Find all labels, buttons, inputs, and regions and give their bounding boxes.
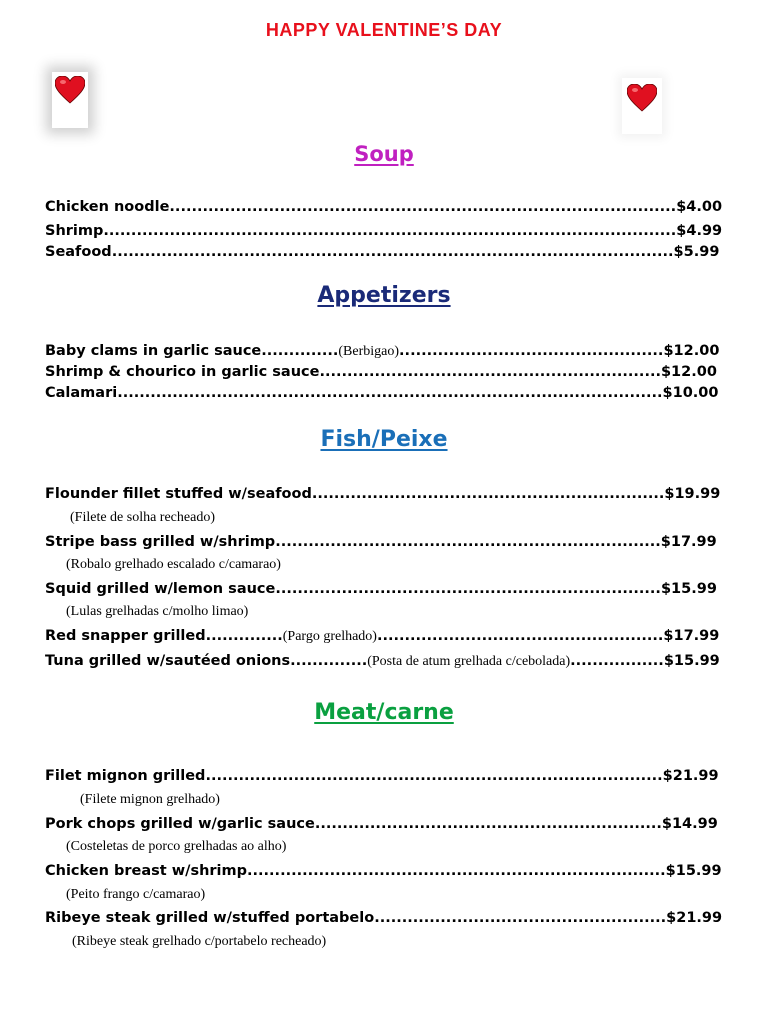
menu-item-row [45,383,725,403]
menu-item-row [45,197,725,217]
menu-item-price: $21.99 [666,910,723,926]
menu-item-name: Ribeye steak grilled w/stuffed portabelo [45,910,375,926]
menu-item-translation: (Peito frango c/camarao) [66,887,206,902]
menu-item-row [45,484,725,504]
menu-item-price: $5.99 [673,244,720,260]
menu-item-name: Red snapper grilled [45,628,206,644]
menu-item-price: $15.99 [663,653,720,669]
menu-item-price: $17.99 [663,628,720,644]
menu-item-name: Chicken noodle [45,199,170,215]
dot-leader: ...................................................................... [275,534,661,550]
dot-leader: ............................................................................................ [169,199,677,215]
dot-leader: .................................................... [376,628,664,644]
dot-leader: .............. [205,628,283,644]
menu-item-row [45,651,725,671]
dot-leader: ............................................................... [314,816,662,832]
menu-item-price: $15.99 [665,863,722,879]
menu-item-price: $15.99 [660,581,717,597]
section-title-soup: Soup [354,142,414,166]
dot-leader: ................................................................................................... [117,385,663,401]
section-title-appetizers: Appetizers [317,283,451,308]
dot-leader: ................................................................ [311,486,665,502]
menu-item-name: Chicken breast w/shrimp [45,863,248,879]
dot-leader: ........................................................................................................ [103,223,677,239]
section-title-meat: Meat/carne [314,700,454,725]
menu-item-price: $14.99 [661,816,718,832]
menu-item-price: $21.99 [662,768,719,784]
menu-item-name: Filet mignon grilled [45,768,206,784]
dot-leader: .............. [290,653,368,669]
dot-leader: ................................................ [399,343,664,359]
menu-item-row [45,579,725,599]
menu-item-translation: (Ribeye steak grelhado c/portabelo recheado) [72,934,327,949]
menu-item-row [45,362,725,382]
menu-item-price: $19.99 [664,486,721,502]
menu-item-price: $4.00 [676,199,723,215]
menu-item-translation: (Costeletas de porco grelhadas ao alho) [66,839,287,854]
menu-item-translation: (Pargo grelhado) [282,629,377,644]
menu-item-row [45,814,725,834]
heart-icon [627,84,657,112]
menu-item-translation: (Lulas grelhadas c/molho limao) [66,604,249,619]
dot-leader: ..................................................... [374,910,667,926]
section-title-fish: Fish/Peixe [320,427,448,452]
menu-item-name: Tuna grilled w/sautéed onions [45,653,291,669]
dot-leader: ................................................................................... [205,768,663,784]
dot-leader: .............. [261,343,339,359]
menu-item-name: Shrimp & chourico in garlic sauce [45,364,320,380]
menu-item-name: Baby clams in garlic sauce [45,343,262,359]
menu-item-name: Pork chops grilled w/garlic sauce [45,816,315,832]
menu-item-row [45,908,725,928]
heart-frame-right [622,78,662,134]
menu-item-row [45,861,725,881]
menu-item-name: Flounder fillet stuffed w/seafood [45,486,312,502]
menu-item-row [45,766,725,786]
dot-leader: ...................................................................................................... [111,244,674,260]
menu-item-translation: (Berbigao) [338,344,400,359]
menu-item-name: Seafood [45,244,112,260]
menu-item-price: $10.00 [662,385,719,401]
menu-item-name: Shrimp [45,223,104,239]
dot-leader: ............................................................................ [247,863,666,879]
menu-item-row [45,626,725,646]
menu-item-price: $12.00 [663,343,720,359]
menu-item-price: $12.00 [660,364,717,380]
menu-item-price: $17.99 [660,534,717,550]
menu-item-row [45,242,725,262]
menu-item-row [45,532,725,552]
menu-item-translation: (Robalo grelhado escalado c/camarao) [66,557,281,572]
menu-item-row [45,221,725,241]
menu-item-price: $4.99 [676,223,723,239]
dot-leader: ...................................................................... [275,581,661,597]
dot-leader: .............................................................. [319,364,661,380]
menu-item-translation: (Filete de solha recheado) [70,510,215,525]
dot-leader: ................. [570,653,664,669]
menu-item-name: Squid grilled w/lemon sauce [45,581,276,597]
heart-icon [55,76,85,104]
menu-item-name: Calamari [45,385,118,401]
page-title: HAPPY VALENTINE’S DAY [265,20,503,40]
menu-item-translation: (Filete mignon grelhado) [80,792,220,807]
menu-item-name: Stripe bass grilled w/shrimp [45,534,276,550]
menu-item-row [45,341,725,361]
heart-frame-left [52,72,88,128]
menu-item-translation: (Posta de atum grelhada c/cebolada) [367,654,571,669]
